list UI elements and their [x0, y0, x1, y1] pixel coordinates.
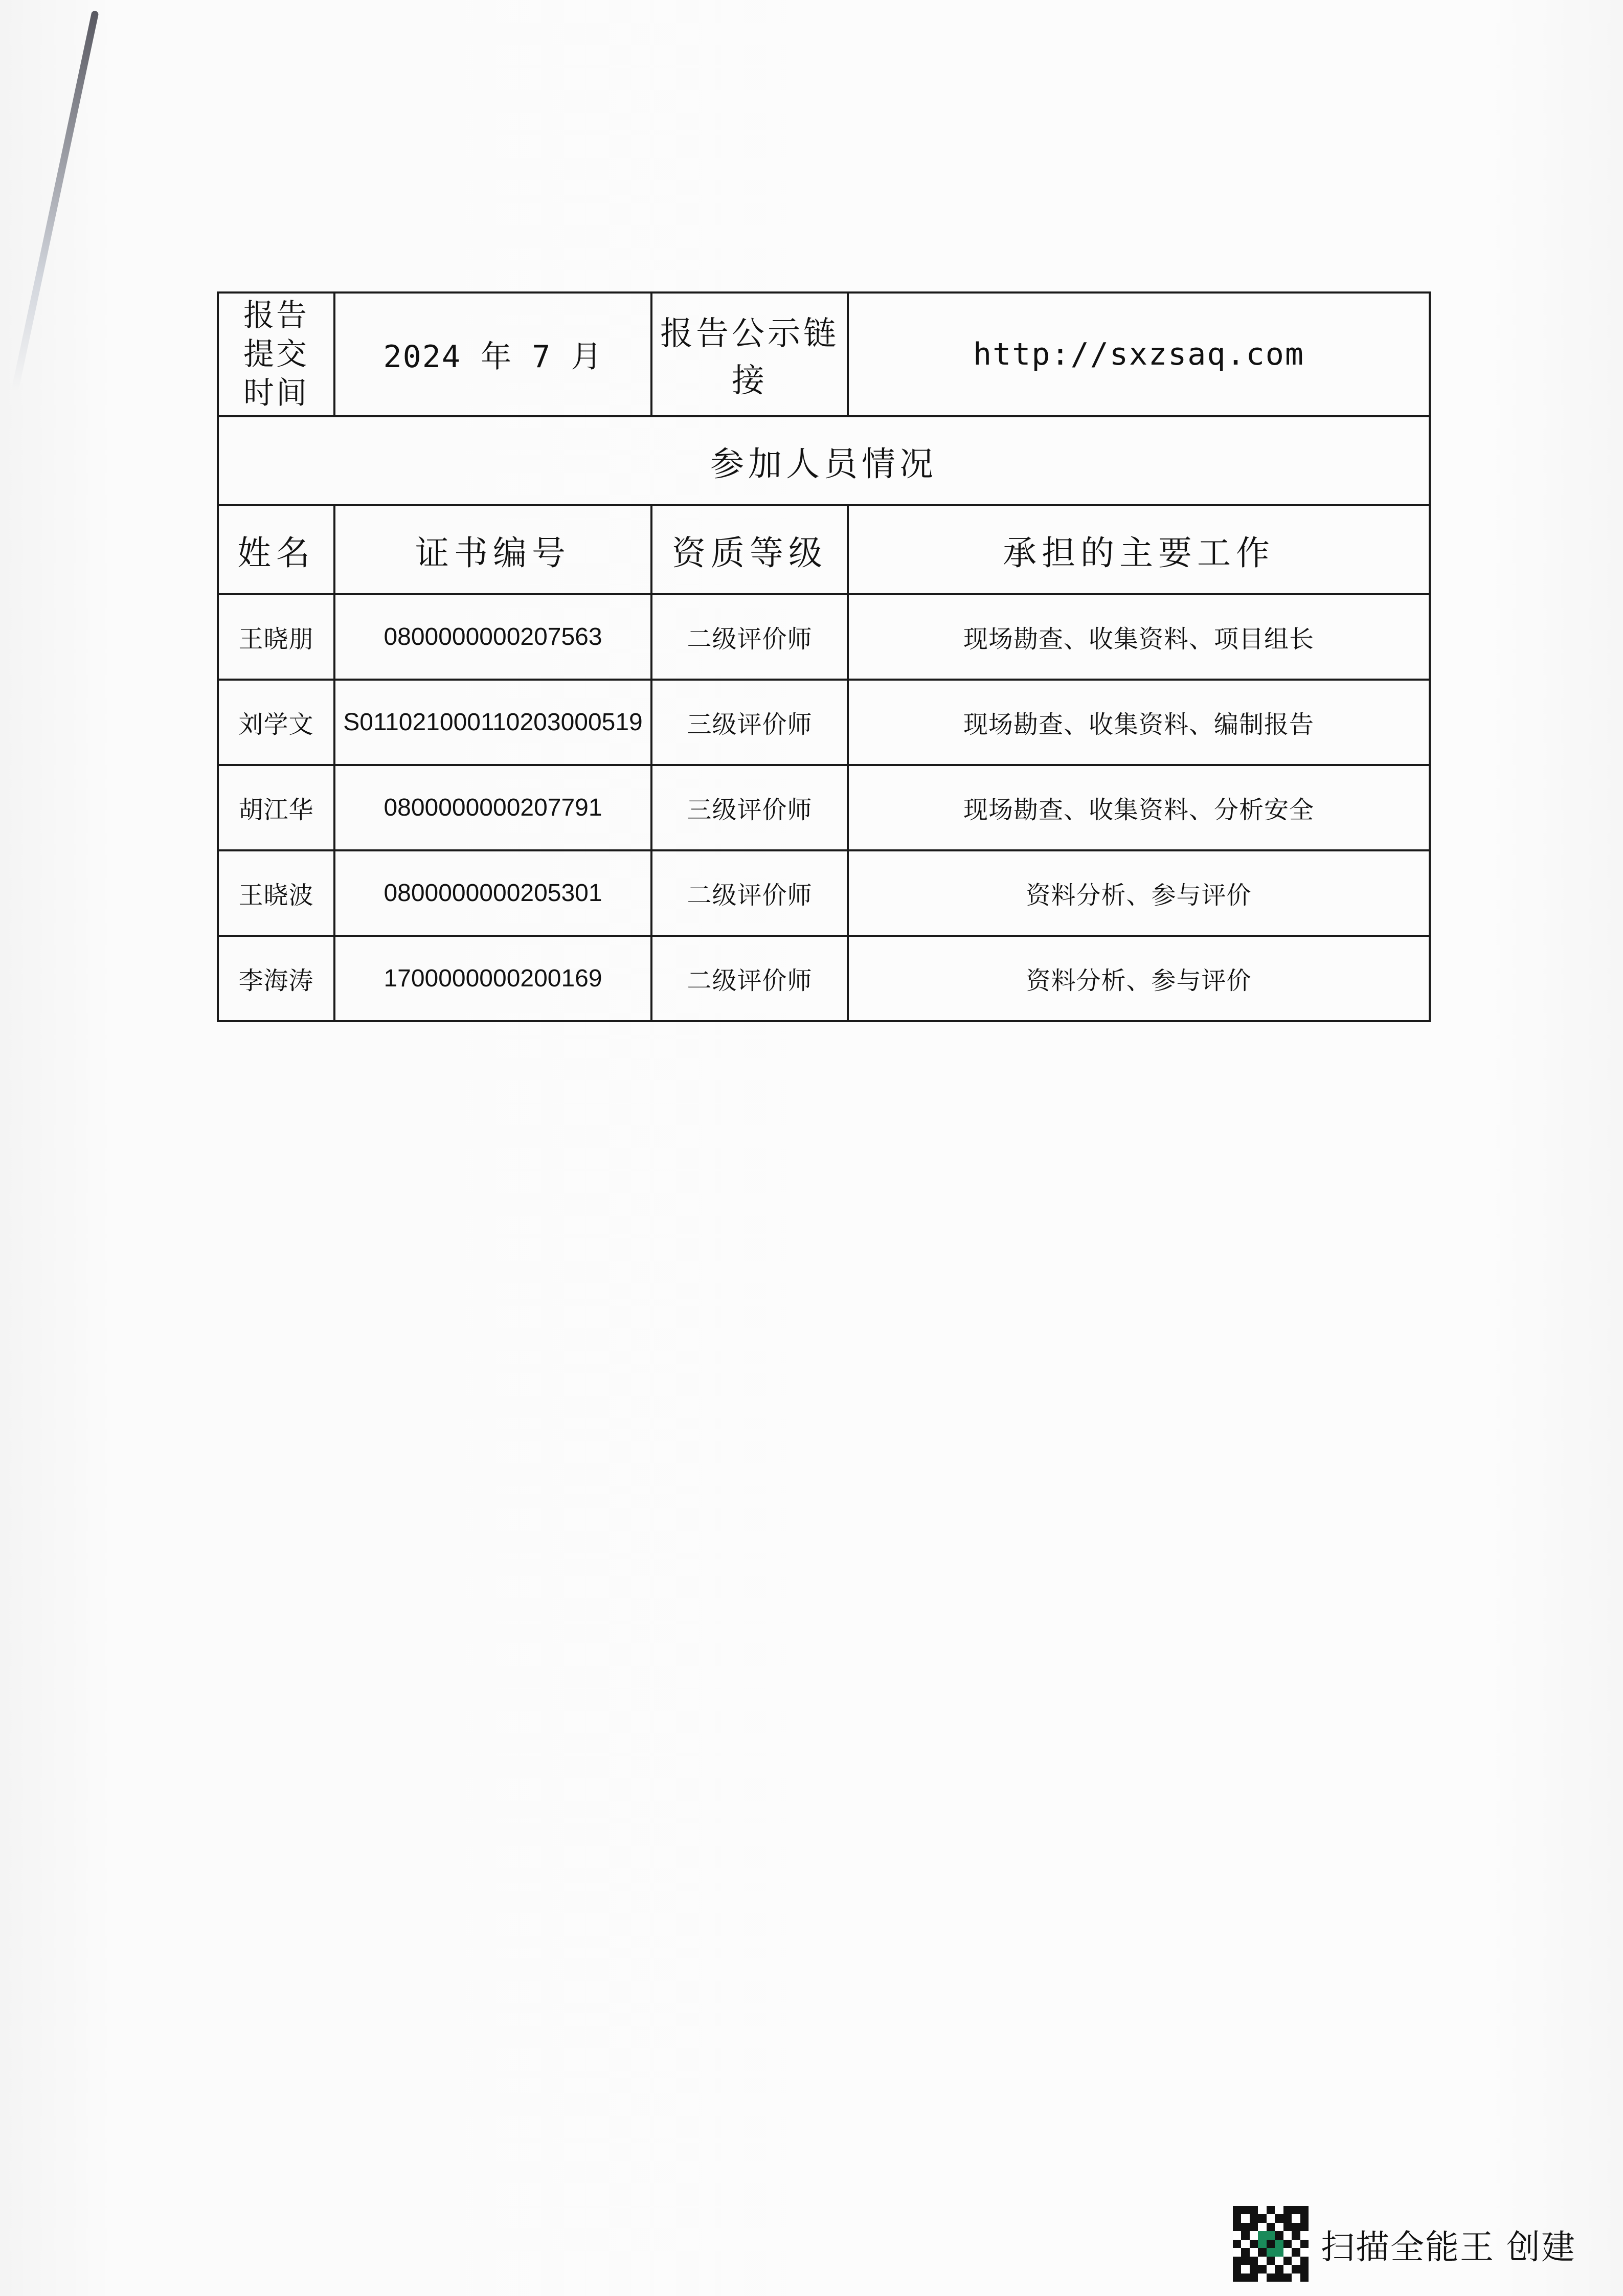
- qualification-level: 三级评价师: [687, 796, 813, 824]
- cert-number: 0800000000207791: [384, 794, 602, 821]
- header-work-label: 承担的主要工作: [1003, 533, 1275, 573]
- person-name: 刘学文: [238, 710, 314, 739]
- cert-number-cell: [334, 936, 651, 1021]
- section-title-cell: [218, 416, 1430, 505]
- person-name-cell: [218, 594, 334, 680]
- main-work: 资料分析、参与评价: [1026, 966, 1252, 995]
- cert-number-cell: [334, 594, 651, 680]
- submit-time-label-cell: [218, 292, 334, 416]
- table-row: [218, 594, 1430, 680]
- main-work: 现场勘查、收集资料、编制报告: [963, 710, 1314, 739]
- main-work: 现场勘查、收集资料、分析安全: [963, 796, 1314, 824]
- main-work: 资料分析、参与评价: [1026, 881, 1252, 910]
- person-name: 王晓波: [238, 881, 314, 910]
- header-work: [848, 505, 1430, 594]
- header-name: [218, 505, 334, 594]
- scanner-watermark: [1233, 2206, 1576, 2282]
- qualification-level: 二级评价师: [687, 881, 813, 910]
- public-link-value[interactable]: http://sxzsaq.com: [973, 336, 1305, 372]
- person-name-cell: [218, 680, 334, 765]
- header-name-label: 姓名: [237, 533, 315, 573]
- table-row: [218, 850, 1430, 936]
- cert-number: 0800000000207563: [384, 623, 602, 650]
- public-link-label: 报告公示链接: [660, 315, 839, 400]
- report-info-row: [218, 292, 1430, 416]
- submit-time-label-line-3: 时间: [243, 375, 309, 411]
- submit-time-value: 2024 年 7 月: [383, 339, 603, 375]
- main-work-cell: [848, 936, 1430, 1021]
- person-name-cell: [218, 765, 334, 850]
- submit-time-label: [219, 296, 333, 413]
- qualification-level: 二级评价师: [687, 625, 813, 654]
- table-row: [218, 680, 1430, 765]
- cert-number-cell: [334, 850, 651, 936]
- header-cert-label: 证书编号: [415, 533, 571, 573]
- header-cert: [334, 505, 651, 594]
- main-work-cell: [848, 850, 1430, 936]
- submit-time-value-cell: [334, 292, 651, 416]
- scanner-app-text: 扫描全能王 创建: [1321, 2227, 1576, 2267]
- public-link-value-cell: [848, 292, 1430, 416]
- main-work-cell: [848, 594, 1430, 680]
- main-work-cell: [848, 680, 1430, 765]
- cert-number-cell: [334, 680, 651, 765]
- submit-time-label-line-1: 报告: [243, 298, 309, 333]
- section-title-row: [218, 416, 1430, 505]
- qualification-level-cell: [651, 936, 848, 1021]
- qualification-level-cell: [651, 594, 848, 680]
- qualification-level: 三级评价师: [687, 710, 813, 739]
- submit-time-label-line-2: 提交: [243, 336, 309, 372]
- qualification-level-cell: [651, 680, 848, 765]
- public-link-label-cell: [651, 292, 848, 416]
- table-row: [218, 936, 1430, 1021]
- table-row: [218, 765, 1430, 850]
- qualification-level-cell: [651, 850, 848, 936]
- section-title: 参加人员情况: [710, 444, 937, 484]
- cert-number: S011021000110203000519: [343, 709, 643, 736]
- qr-code-icon: [1233, 2206, 1309, 2282]
- person-name: 李海涛: [238, 966, 314, 995]
- cert-number: 0800000000205301: [384, 880, 602, 907]
- cert-number: 1700000000200169: [384, 965, 602, 992]
- person-name: 胡江华: [238, 796, 314, 824]
- cert-number-cell: [334, 765, 651, 850]
- table-header-row: [218, 505, 1430, 594]
- qualification-level-cell: [651, 765, 848, 850]
- header-level-label: 资质等级: [672, 533, 827, 573]
- person-name: 王晓朋: [238, 625, 314, 654]
- person-name-cell: [218, 850, 334, 936]
- header-level: [651, 505, 848, 594]
- main-work-cell: [848, 765, 1430, 850]
- report-table: [217, 291, 1431, 1022]
- qualification-level: 二级评价师: [687, 966, 813, 995]
- person-name-cell: [218, 936, 334, 1021]
- main-work: 现场勘查、收集资料、项目组长: [963, 625, 1314, 654]
